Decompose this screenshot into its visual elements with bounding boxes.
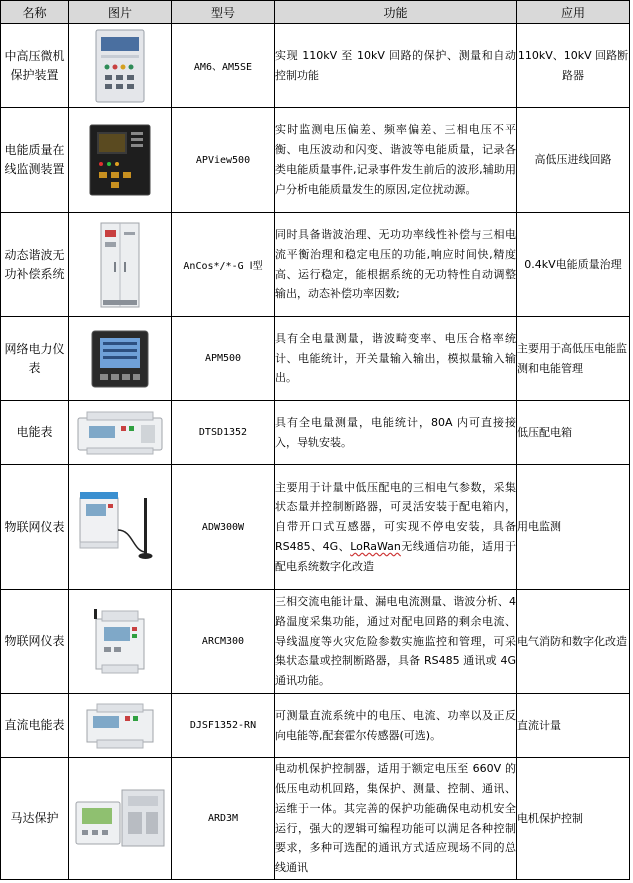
- product-name: 中高压微机保护装置: [1, 24, 69, 108]
- product-image: [69, 317, 172, 401]
- header-image: 图片: [69, 1, 172, 24]
- product-application: 直流计量: [517, 694, 630, 758]
- table-row: [1, 758, 630, 880]
- product-model: ARD3M: [172, 758, 275, 880]
- function-text: 主要用于计量中低压配电的三相电气参数，采集状态量并控制断路器，可灵活安装于配电箱内，自带开口式互感器，可实现不停电安装，具备 RS485、4G、: [275, 480, 516, 553]
- table-row: [1, 465, 630, 590]
- header-application: 应用: [517, 1, 630, 24]
- product-image: [69, 108, 172, 213]
- product-application: 用电监测: [517, 465, 630, 590]
- product-function: 实现 110kV 至 10kV 回路的保护、测量和自动控制功能: [275, 24, 517, 108]
- product-name: 直流电能表: [1, 694, 69, 758]
- header-function: 功能: [275, 1, 517, 24]
- product-name: 物联网仪表: [1, 465, 69, 590]
- product-application: 低压配电箱: [517, 401, 630, 465]
- product-function: 具有全电量测量，电能统计，80A 内可直接接入，导轨安装。: [275, 401, 517, 465]
- product-function: 三相交流电能计量、漏电电流测量、谐波分析、4 路温度采集功能，通过对配电回路的剩余电流、导线温度等火灾危险参数实施监控和管理，可采集状态量或控制断路器，具备 RS485 通讯或 4G 通讯功能。: [275, 590, 517, 694]
- product-function: 实时监测电压偏差、频率偏差、三相电压不平衡、电压波动和闪变、谐波等电能质量，记录各类电能质量事件,记录事件发生前后的波形,辅助用户分析电能质量发生的原因,定位扰动源。: [275, 108, 517, 213]
- product-model: DJSF1352-RN: [172, 694, 275, 758]
- function-text: 无线通信功能，适用于配电系统数字化改造: [275, 539, 516, 573]
- product-application: 高低压进线回路: [517, 108, 630, 213]
- header-name: 名称: [1, 1, 69, 24]
- header-row: [1, 1, 630, 24]
- header-model: 型号: [172, 1, 275, 24]
- product-model: ADW300W: [172, 465, 275, 590]
- product-application: 电气消防和数字化改造: [517, 590, 630, 694]
- network-power-meter-icon: [91, 330, 149, 388]
- product-application: 110kV、10kV 回路断路器: [517, 24, 630, 108]
- table-row: [1, 213, 630, 317]
- product-image: [69, 213, 172, 317]
- iot-meter-antenna-icon: [78, 490, 162, 564]
- motor-protection-controller-icon: [74, 786, 166, 852]
- lorawan-term: LoRaWan: [350, 539, 401, 553]
- product-function: 电动机保护控制器，适用于额定电压至 660V 的低压电动机回路，集保护、测量、控制、通讯、运维于一体。其完善的保护功能确保电动机安全运行，强大的逻辑可编程功能可以满足各种控制要求，多种可选配的通讯方式适应现场不同的总线通讯: [275, 758, 517, 880]
- product-model: AM6、AM5SE: [172, 24, 275, 108]
- product-name: 马达保护: [1, 758, 69, 880]
- product-application: 主要用于高低压电能监测和电能管理: [517, 317, 630, 401]
- product-application: 电机保护控制: [517, 758, 630, 880]
- product-model: APM500: [172, 317, 275, 401]
- product-image: [69, 694, 172, 758]
- table-row: [1, 401, 630, 465]
- product-image: [69, 758, 172, 880]
- product-name: 网络电力仪表: [1, 317, 69, 401]
- din-rail-energy-meter-icon: [77, 410, 163, 456]
- product-name: 动态谐波无功补偿系统: [1, 213, 69, 317]
- product-name: 电能表: [1, 401, 69, 465]
- product-application: 0.4kV电能质量治理: [517, 213, 630, 317]
- product-image: [69, 465, 172, 590]
- product-model: APView500: [172, 108, 275, 213]
- iot-meter-din-icon: [92, 609, 148, 675]
- table-row: [1, 317, 630, 401]
- product-model: DTSD1352: [172, 401, 275, 465]
- product-function: [275, 465, 517, 590]
- product-image: [69, 24, 172, 108]
- product-image: [69, 401, 172, 465]
- product-image: [69, 590, 172, 694]
- protection-relay-device-icon: [95, 29, 145, 103]
- power-quality-monitor-icon: [89, 124, 151, 196]
- dc-energy-meter-icon: [85, 702, 155, 750]
- table-row: [1, 590, 630, 694]
- product-name: 电能质量在线监测装置: [1, 108, 69, 213]
- product-function: 同时具备谐波治理、无功功率线性补偿与三相电流平衡治理和稳定电压的功能,响应时间快,精度高、运行稳定，能根据系统的无功特性自动调整输出，动态补偿功率因数;: [275, 213, 517, 317]
- table-row: [1, 694, 630, 758]
- compensation-cabinet-icon: [100, 222, 140, 308]
- table-row: [1, 108, 630, 213]
- product-function: 可测量直流系统中的电压、电流、功率以及正反向电能等,配套霍尔传感器(可选)。: [275, 694, 517, 758]
- product-model: ARCM300: [172, 590, 275, 694]
- product-name: 物联网仪表: [1, 590, 69, 694]
- product-model: AnCos*/*-G Ⅰ型: [172, 213, 275, 317]
- product-function: 具有全电量测量，谐波畸变率、电压合格率统计、电能统计，开关量输入输出，模拟量输入输出。: [275, 317, 517, 401]
- table-row: [1, 24, 630, 108]
